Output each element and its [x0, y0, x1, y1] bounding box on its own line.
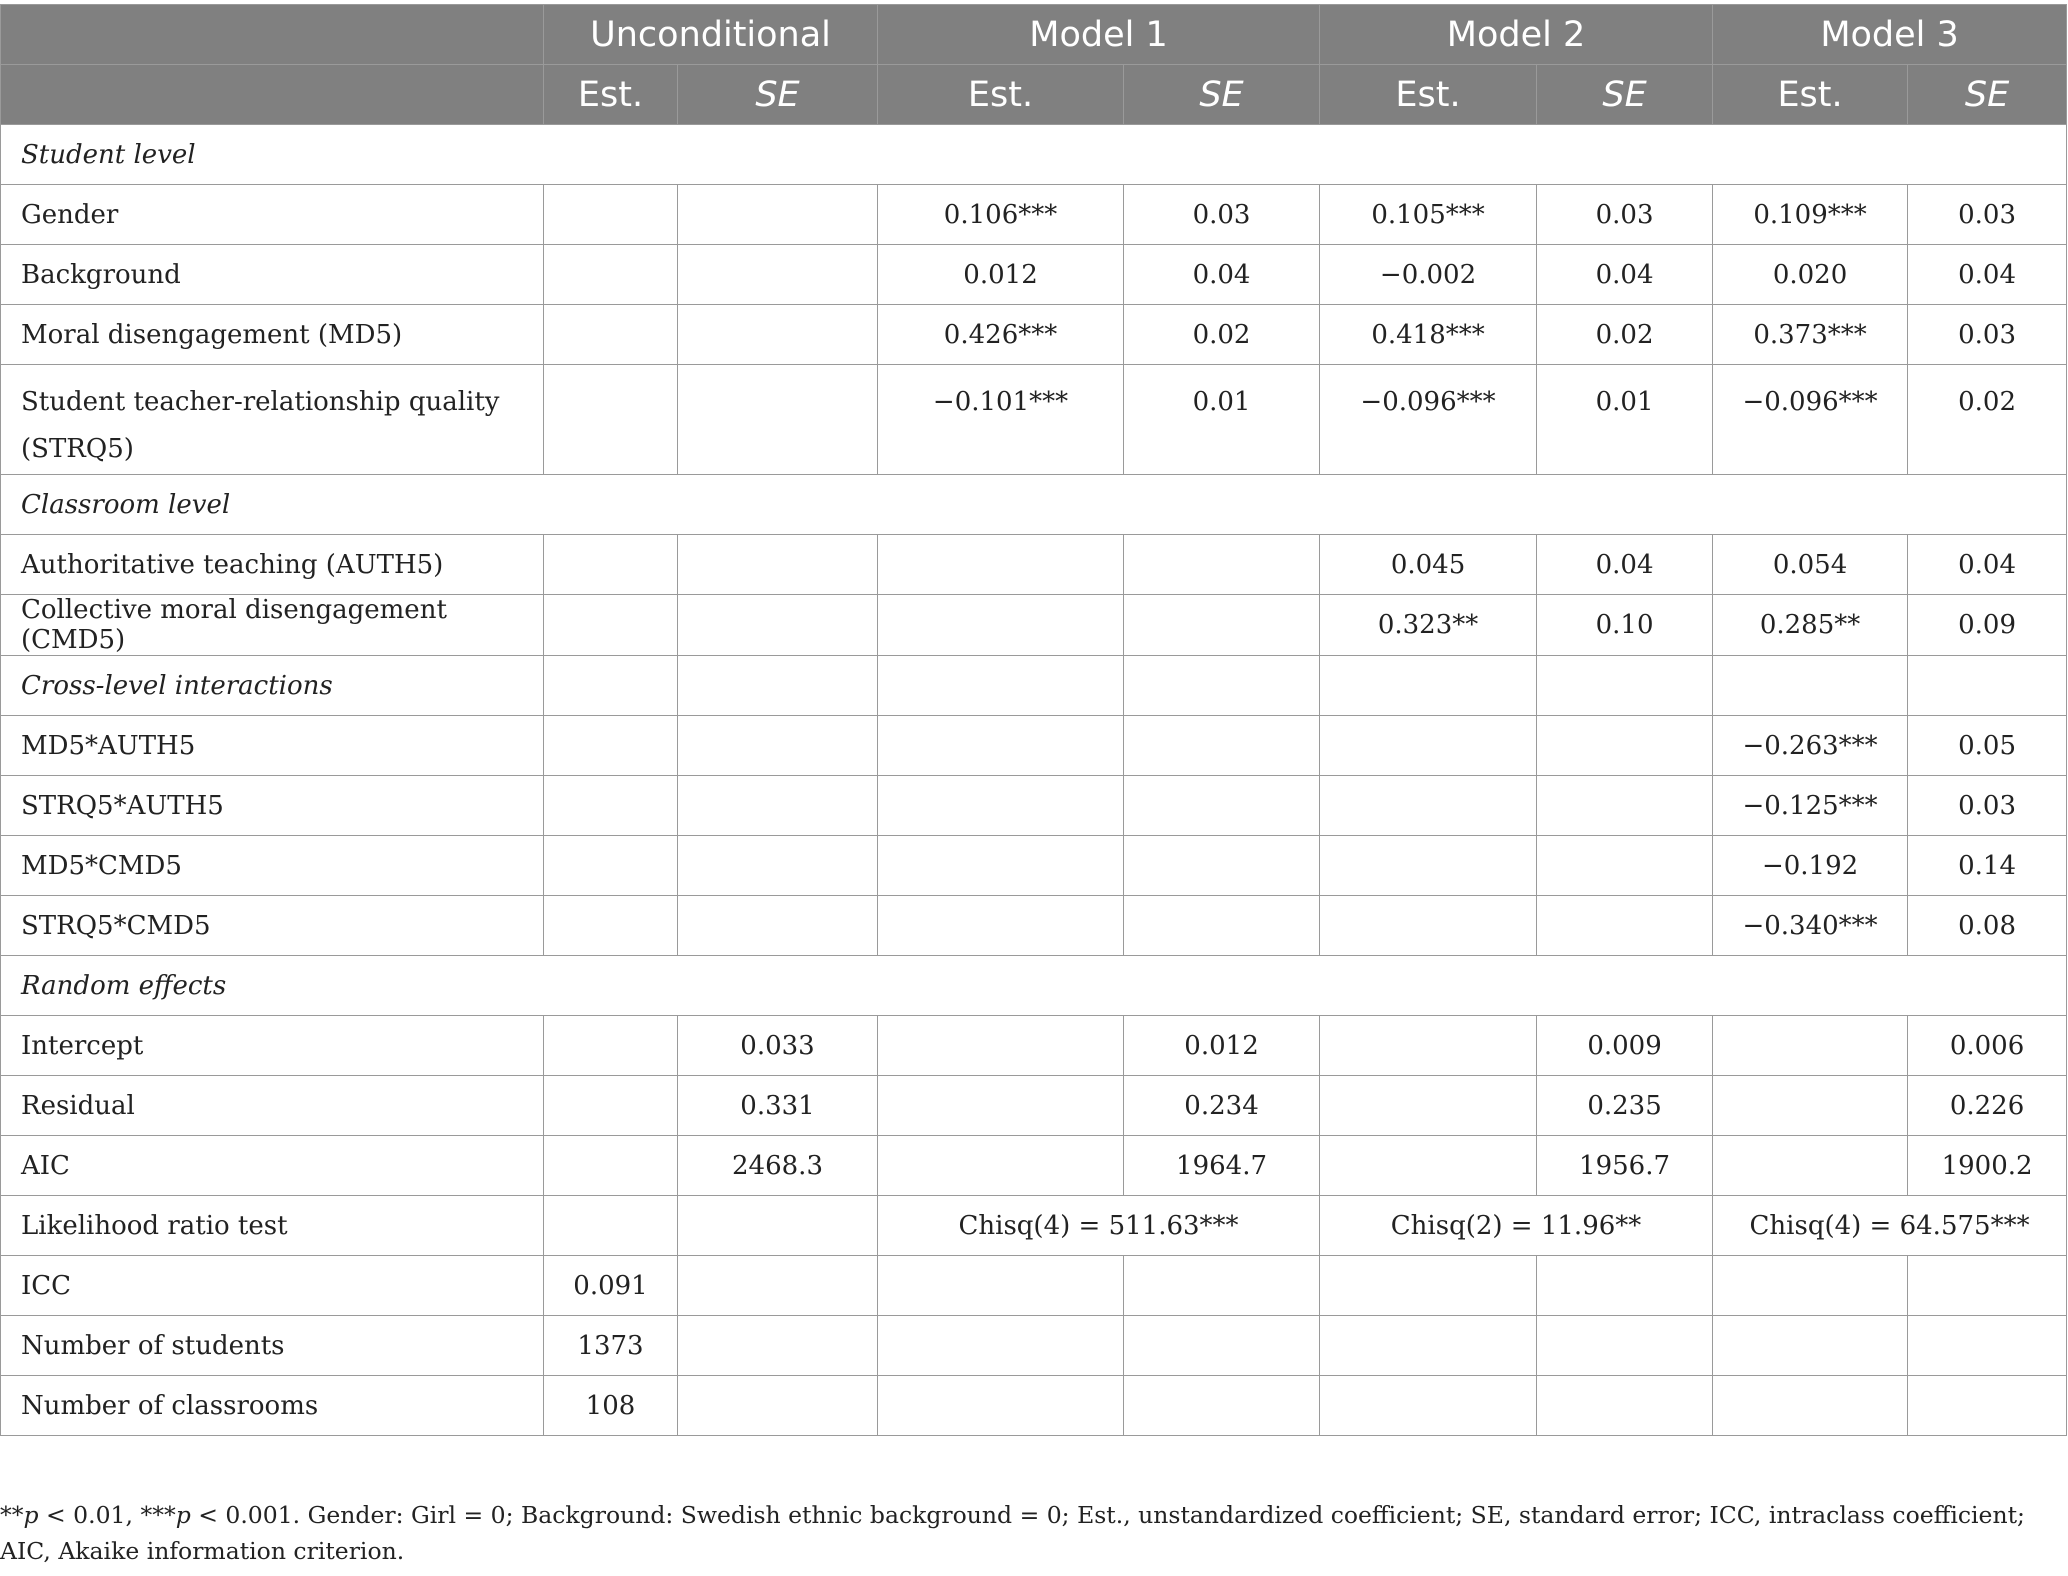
table-cell: [678, 1376, 878, 1436]
table-cell: [878, 1136, 1124, 1196]
table-cell: [1537, 1316, 1713, 1376]
table-row: [1, 305, 2067, 365]
header-se: SE: [678, 65, 878, 125]
table-cell: 0.03: [1908, 185, 2067, 245]
table-cell: 0.012: [1124, 1016, 1320, 1076]
table-cell: [678, 1256, 878, 1316]
table-row: [1, 245, 2067, 305]
table-cell: 2468.3: [678, 1136, 878, 1196]
table-cell: [678, 896, 878, 956]
table-cell: [1713, 1016, 1908, 1076]
table-cell: [678, 776, 878, 836]
table-cell: 0.01: [1537, 365, 1713, 475]
table-row: [1, 1196, 2067, 1256]
table-cell: [878, 595, 1124, 656]
header-blank: [1, 5, 544, 65]
footnote-stars: ***: [140, 1501, 176, 1529]
table-cell: [1320, 656, 1537, 716]
row-label: MD5*CMD5: [1, 836, 544, 896]
table-cell: [1537, 716, 1713, 776]
table-cell: 0.02: [1537, 305, 1713, 365]
table-cell: 0.020: [1713, 245, 1908, 305]
table-cell: [878, 1256, 1124, 1316]
header-est: Est.: [544, 65, 678, 125]
table-cell: [544, 1196, 678, 1256]
table-cell: 0.331: [678, 1076, 878, 1136]
table-cell: 0.006: [1908, 1016, 2067, 1076]
table-cell: −0.340***: [1713, 896, 1908, 956]
table-row: [1, 1136, 2067, 1196]
row-label: Collective moral disengagement (CMD5): [1, 595, 544, 656]
header-model-2: Model 2: [1320, 5, 1713, 65]
header-est: Est.: [1713, 65, 1908, 125]
table-cell: 0.109***: [1713, 185, 1908, 245]
table-cell: [1124, 896, 1320, 956]
table-cell: [1124, 1376, 1320, 1436]
table-cell: [1908, 1256, 2067, 1316]
table-cell: [544, 656, 678, 716]
header-row-subcolumns: [1, 65, 2067, 125]
table-cell: [878, 716, 1124, 776]
footnote-text: < 0.01,: [38, 1501, 141, 1529]
table-row: [1, 535, 2067, 595]
header-unconditional: Unconditional: [544, 5, 878, 65]
table-cell: [878, 1316, 1124, 1376]
row-label: Student teacher-relationship quality (STRQ5): [1, 365, 544, 475]
table-cell: 0.285**: [1713, 595, 1908, 656]
table-cell: 0.03: [1537, 185, 1713, 245]
table-cell: [678, 656, 878, 716]
table-cell: [1320, 1076, 1537, 1136]
row-label: AIC: [1, 1136, 544, 1196]
table-cell: [544, 896, 678, 956]
table-cell: 0.10: [1537, 595, 1713, 656]
table-row: [1, 1376, 2067, 1436]
footnote-p: p: [175, 1501, 191, 1529]
row-label: STRQ5*CMD5: [1, 896, 544, 956]
table-cell: [878, 776, 1124, 836]
table-cell: [678, 245, 878, 305]
table-row: [1, 365, 2067, 475]
table-cell: 0.08: [1908, 896, 2067, 956]
table-cell: −0.263***: [1713, 716, 1908, 776]
table-cell: Chisq(4) = 64.575***: [1713, 1196, 2067, 1256]
row-label: Moral disengagement (MD5): [1, 305, 544, 365]
table-cell: 0.091: [544, 1256, 678, 1316]
table-cell: [1908, 1316, 2067, 1376]
header-se: SE: [1908, 65, 2067, 125]
row-label: STRQ5*AUTH5: [1, 776, 544, 836]
table-cell: [544, 595, 678, 656]
table-row: [1, 1256, 2067, 1316]
table-cell: [1124, 716, 1320, 776]
table-cell: [544, 305, 678, 365]
table-cell: [1908, 1376, 2067, 1436]
header-blank: [1, 65, 544, 125]
table-row: [1, 595, 2067, 656]
table-cell: −0.101***: [878, 365, 1124, 475]
section-row: [1, 656, 2067, 716]
table-row: [1, 1316, 2067, 1376]
table-cell: [544, 1016, 678, 1076]
row-label: Residual: [1, 1076, 544, 1136]
table-cell: [1537, 1256, 1713, 1316]
table-cell: 0.105***: [1320, 185, 1537, 245]
table-cell: [1908, 656, 2067, 716]
table-cell: [1124, 656, 1320, 716]
table-cell: [1320, 1376, 1537, 1436]
table-cell: [1537, 656, 1713, 716]
row-label: Intercept: [1, 1016, 544, 1076]
table-cell: [1320, 1136, 1537, 1196]
table-cell: 0.234: [1124, 1076, 1320, 1136]
table-cell: [544, 776, 678, 836]
table-cell: 1373: [544, 1316, 678, 1376]
table-cell: [1713, 1256, 1908, 1316]
header-model-3: Model 3: [1713, 5, 2067, 65]
table-cell: [1124, 535, 1320, 595]
table-cell: 0.02: [1908, 365, 2067, 475]
row-label: MD5*AUTH5: [1, 716, 544, 776]
table-row: [1, 716, 2067, 776]
table-cell: 0.045: [1320, 535, 1537, 595]
table-cell: [1320, 836, 1537, 896]
table-cell: −0.096***: [1320, 365, 1537, 475]
table-cell: 0.14: [1908, 836, 2067, 896]
header-model-1: Model 1: [878, 5, 1320, 65]
table-cell: [1713, 1076, 1908, 1136]
table-cell: [678, 185, 878, 245]
row-label: Likelihood ratio test: [1, 1196, 544, 1256]
table-cell: −0.002: [1320, 245, 1537, 305]
table-cell: 0.09: [1908, 595, 2067, 656]
table-cell: [544, 365, 678, 475]
footnote-stars: **: [0, 1501, 24, 1529]
table-cell: [1320, 716, 1537, 776]
table-cell: [678, 305, 878, 365]
section-label: Random effects: [1, 956, 2067, 1016]
table-cell: [544, 185, 678, 245]
header-est: Est.: [878, 65, 1124, 125]
table-cell: [1320, 1316, 1537, 1376]
table-cell: [878, 1016, 1124, 1076]
footnote-text: < 0.001. Gender: Girl = 0; Background: Swedish ethnic background = 0; Est., unstandardized coefficient; SE, standard error; ICC, intraclass coefficient; AIC, Akaike information criterion.: [0, 1501, 2025, 1565]
table-cell: 0.012: [878, 245, 1124, 305]
table-cell: [878, 836, 1124, 896]
table-cell: 0.033: [678, 1016, 878, 1076]
table-cell: 0.106***: [878, 185, 1124, 245]
table-cell: −0.096***: [1713, 365, 1908, 475]
table-cell: 1964.7: [1124, 1136, 1320, 1196]
table-cell: 0.01: [1124, 365, 1320, 475]
table-cell: [1713, 1316, 1908, 1376]
table-footnote: [0, 1497, 2060, 1569]
table-cell: [544, 716, 678, 776]
table-cell: 0.054: [1713, 535, 1908, 595]
row-label: Number of classrooms: [1, 1376, 544, 1436]
table-cell: [678, 836, 878, 896]
table-cell: [1537, 776, 1713, 836]
table-cell: [878, 896, 1124, 956]
regression-results-table: [0, 4, 2067, 1436]
table-cell: [1713, 656, 1908, 716]
table-cell: 108: [544, 1376, 678, 1436]
table-cell: [1320, 896, 1537, 956]
table-row: [1, 896, 2067, 956]
table-cell: [1320, 1016, 1537, 1076]
table-cell: 0.02: [1124, 305, 1320, 365]
section-label: Classroom level: [1, 475, 2067, 535]
table-cell: [544, 1076, 678, 1136]
table-row: [1, 836, 2067, 896]
table-row: [1, 776, 2067, 836]
table-cell: [878, 1076, 1124, 1136]
table-cell: [1124, 776, 1320, 836]
header-est: Est.: [1320, 65, 1537, 125]
table-cell: 0.426***: [878, 305, 1124, 365]
row-label: Authoritative teaching (AUTH5): [1, 535, 544, 595]
table-cell: [678, 365, 878, 475]
table-row: [1, 1016, 2067, 1076]
table-cell: −0.125***: [1713, 776, 1908, 836]
table-cell: Chisq(4) = 511.63***: [878, 1196, 1320, 1256]
table-cell: [878, 535, 1124, 595]
table-cell: Chisq(2) = 11.96**: [1320, 1196, 1713, 1256]
table-cell: [878, 1376, 1124, 1436]
section-row: [1, 125, 2067, 185]
header-row-groups: [1, 5, 2067, 65]
table-cell: 0.04: [1908, 535, 2067, 595]
table-cell: [678, 1316, 878, 1376]
table-cell: [544, 245, 678, 305]
table-cell: 1956.7: [1537, 1136, 1713, 1196]
table-cell: [1537, 896, 1713, 956]
table-cell: [1537, 1376, 1713, 1436]
table-cell: [1124, 1316, 1320, 1376]
footnote-p: p: [23, 1501, 39, 1529]
table-cell: [1124, 1256, 1320, 1316]
table-cell: [544, 836, 678, 896]
table-cell: 0.009: [1537, 1016, 1713, 1076]
table-cell: [1713, 1136, 1908, 1196]
table-cell: 0.323**: [1320, 595, 1537, 656]
table-cell: 0.418***: [1320, 305, 1537, 365]
table-cell: [678, 716, 878, 776]
table-cell: [1124, 836, 1320, 896]
table-cell: 0.03: [1908, 305, 2067, 365]
table-cell: [678, 535, 878, 595]
table-row: [1, 1076, 2067, 1136]
table-cell: [878, 656, 1124, 716]
header-se: SE: [1124, 65, 1320, 125]
table-cell: [544, 535, 678, 595]
table-cell: 0.03: [1124, 185, 1320, 245]
table-cell: 0.04: [1124, 245, 1320, 305]
table-cell: [678, 1196, 878, 1256]
table-cell: 0.04: [1908, 245, 2067, 305]
row-label: ICC: [1, 1256, 544, 1316]
row-label: Gender: [1, 185, 544, 245]
table-cell: 0.04: [1537, 245, 1713, 305]
row-label: Background: [1, 245, 544, 305]
table-cell: 0.226: [1908, 1076, 2067, 1136]
table-cell: [1320, 776, 1537, 836]
table-cell: [544, 1136, 678, 1196]
section-label: Cross-level interactions: [1, 656, 544, 716]
table-cell: [1320, 1256, 1537, 1316]
table-cell: 1900.2: [1908, 1136, 2067, 1196]
table-cell: 0.03: [1908, 776, 2067, 836]
table-cell: 0.373***: [1713, 305, 1908, 365]
table-cell: −0.192: [1713, 836, 1908, 896]
table-cell: [1713, 1376, 1908, 1436]
section-row: [1, 475, 2067, 535]
section-row: [1, 956, 2067, 1016]
table-row: [1, 185, 2067, 245]
row-label: Number of students: [1, 1316, 544, 1376]
table-cell: [678, 595, 878, 656]
table-cell: 0.04: [1537, 535, 1713, 595]
table-cell: 0.05: [1908, 716, 2067, 776]
table-cell: 0.235: [1537, 1076, 1713, 1136]
table-body: [1, 125, 2067, 1436]
table-cell: [1537, 836, 1713, 896]
header-se: SE: [1537, 65, 1713, 125]
table-cell: [1124, 595, 1320, 656]
section-label: Student level: [1, 125, 2067, 185]
